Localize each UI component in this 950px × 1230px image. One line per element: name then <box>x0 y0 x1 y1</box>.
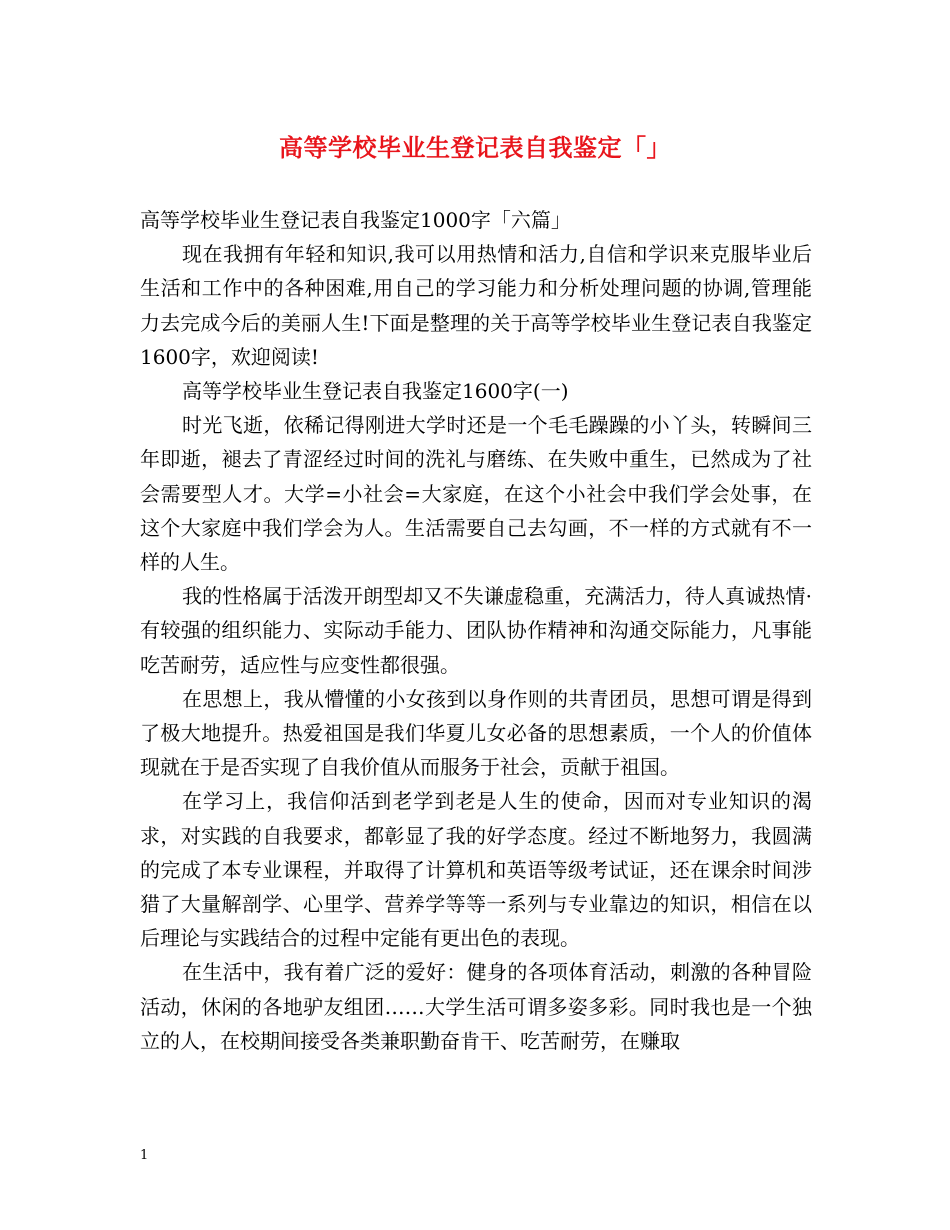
document-title: 高等学校毕业生登记表自我鉴定「」 <box>279 133 671 162</box>
body-paragraph: 在思想上，我从懵懂的小女孩到以身作则的共青团员，思想可谓是得到了极大地提升。热爱祖国是我们华夏儿女必备的思想素质，一个人的价值体现就在于是否实现了自我价值从而服务于社会，贡献于祖国。 <box>140 686 812 780</box>
body-paragraph: 在生活中，我有着广泛的爱好：健身的各项体育活动，刺激的各种冒险活动，休闲的各地驴友组团……大学生活可谓多姿多彩。同时我也是一个独立的人，在校期间接受各类兼职勤奋肯干、吃苦耐劳，在赚取 <box>140 960 812 1053</box>
intro-paragraph: 现在我拥有年轻和知识,我可以用热情和活力,自信和学识来克服毕业后生活和工作中的各种困难,用自己的学习能力和分析处理问题的协调,管理能力去完成今后的美丽人生!下面是整理的关于高等学校毕业生登记表自我鉴定1600字，欢迎阅读! <box>140 242 812 369</box>
section-heading: 高等学校毕业生登记表自我鉴定1600字(一) <box>182 379 569 404</box>
subtitle-line: 高等学校毕业生登记表自我鉴定1000字「六篇」 <box>140 208 571 232</box>
page-number: 1 <box>140 1148 149 1163</box>
body-paragraph: 时光飞逝，依稀记得刚进大学时还是一个毛毛躁躁的小丫头，转瞬间三年即逝，褪去了青涩经过时间的洗礼与磨练、在失败中重生，已然成为了社会需要型人才。大学=小社会=大家庭，在这个小社会中我们学会处事，在这个大家庭中我们学会为人。生活需要自己去勾画，不一样的方式就有不一样的人生。 <box>140 413 812 575</box>
body-paragraph: 在学习上，我信仰活到老学到老是人生的使命，因而对专业知识的渴求，对实践的自我要求，都彰显了我的好学态度。经过不断地努力，我圆满的完成了本专业课程，并取得了计算机和英语等级考试证，还在课余时间涉猎了大量解剖学、心里学、营养学等等一系列与专业靠边的知识，相信在以后理论与实践结合的过程中定能有更出色的表现。 <box>140 789 812 951</box>
document-body <box>140 203 812 1058</box>
body-paragraph: 我的性格属于活泼开朗型却又不失谦虚稳重，充满活力，待人真诚热情·有较强的组织能力、实际动手能力、团队协作精神和沟通交际能力，凡事能吃苦耐劳，适应性与应变性都很强。 <box>140 584 812 677</box>
